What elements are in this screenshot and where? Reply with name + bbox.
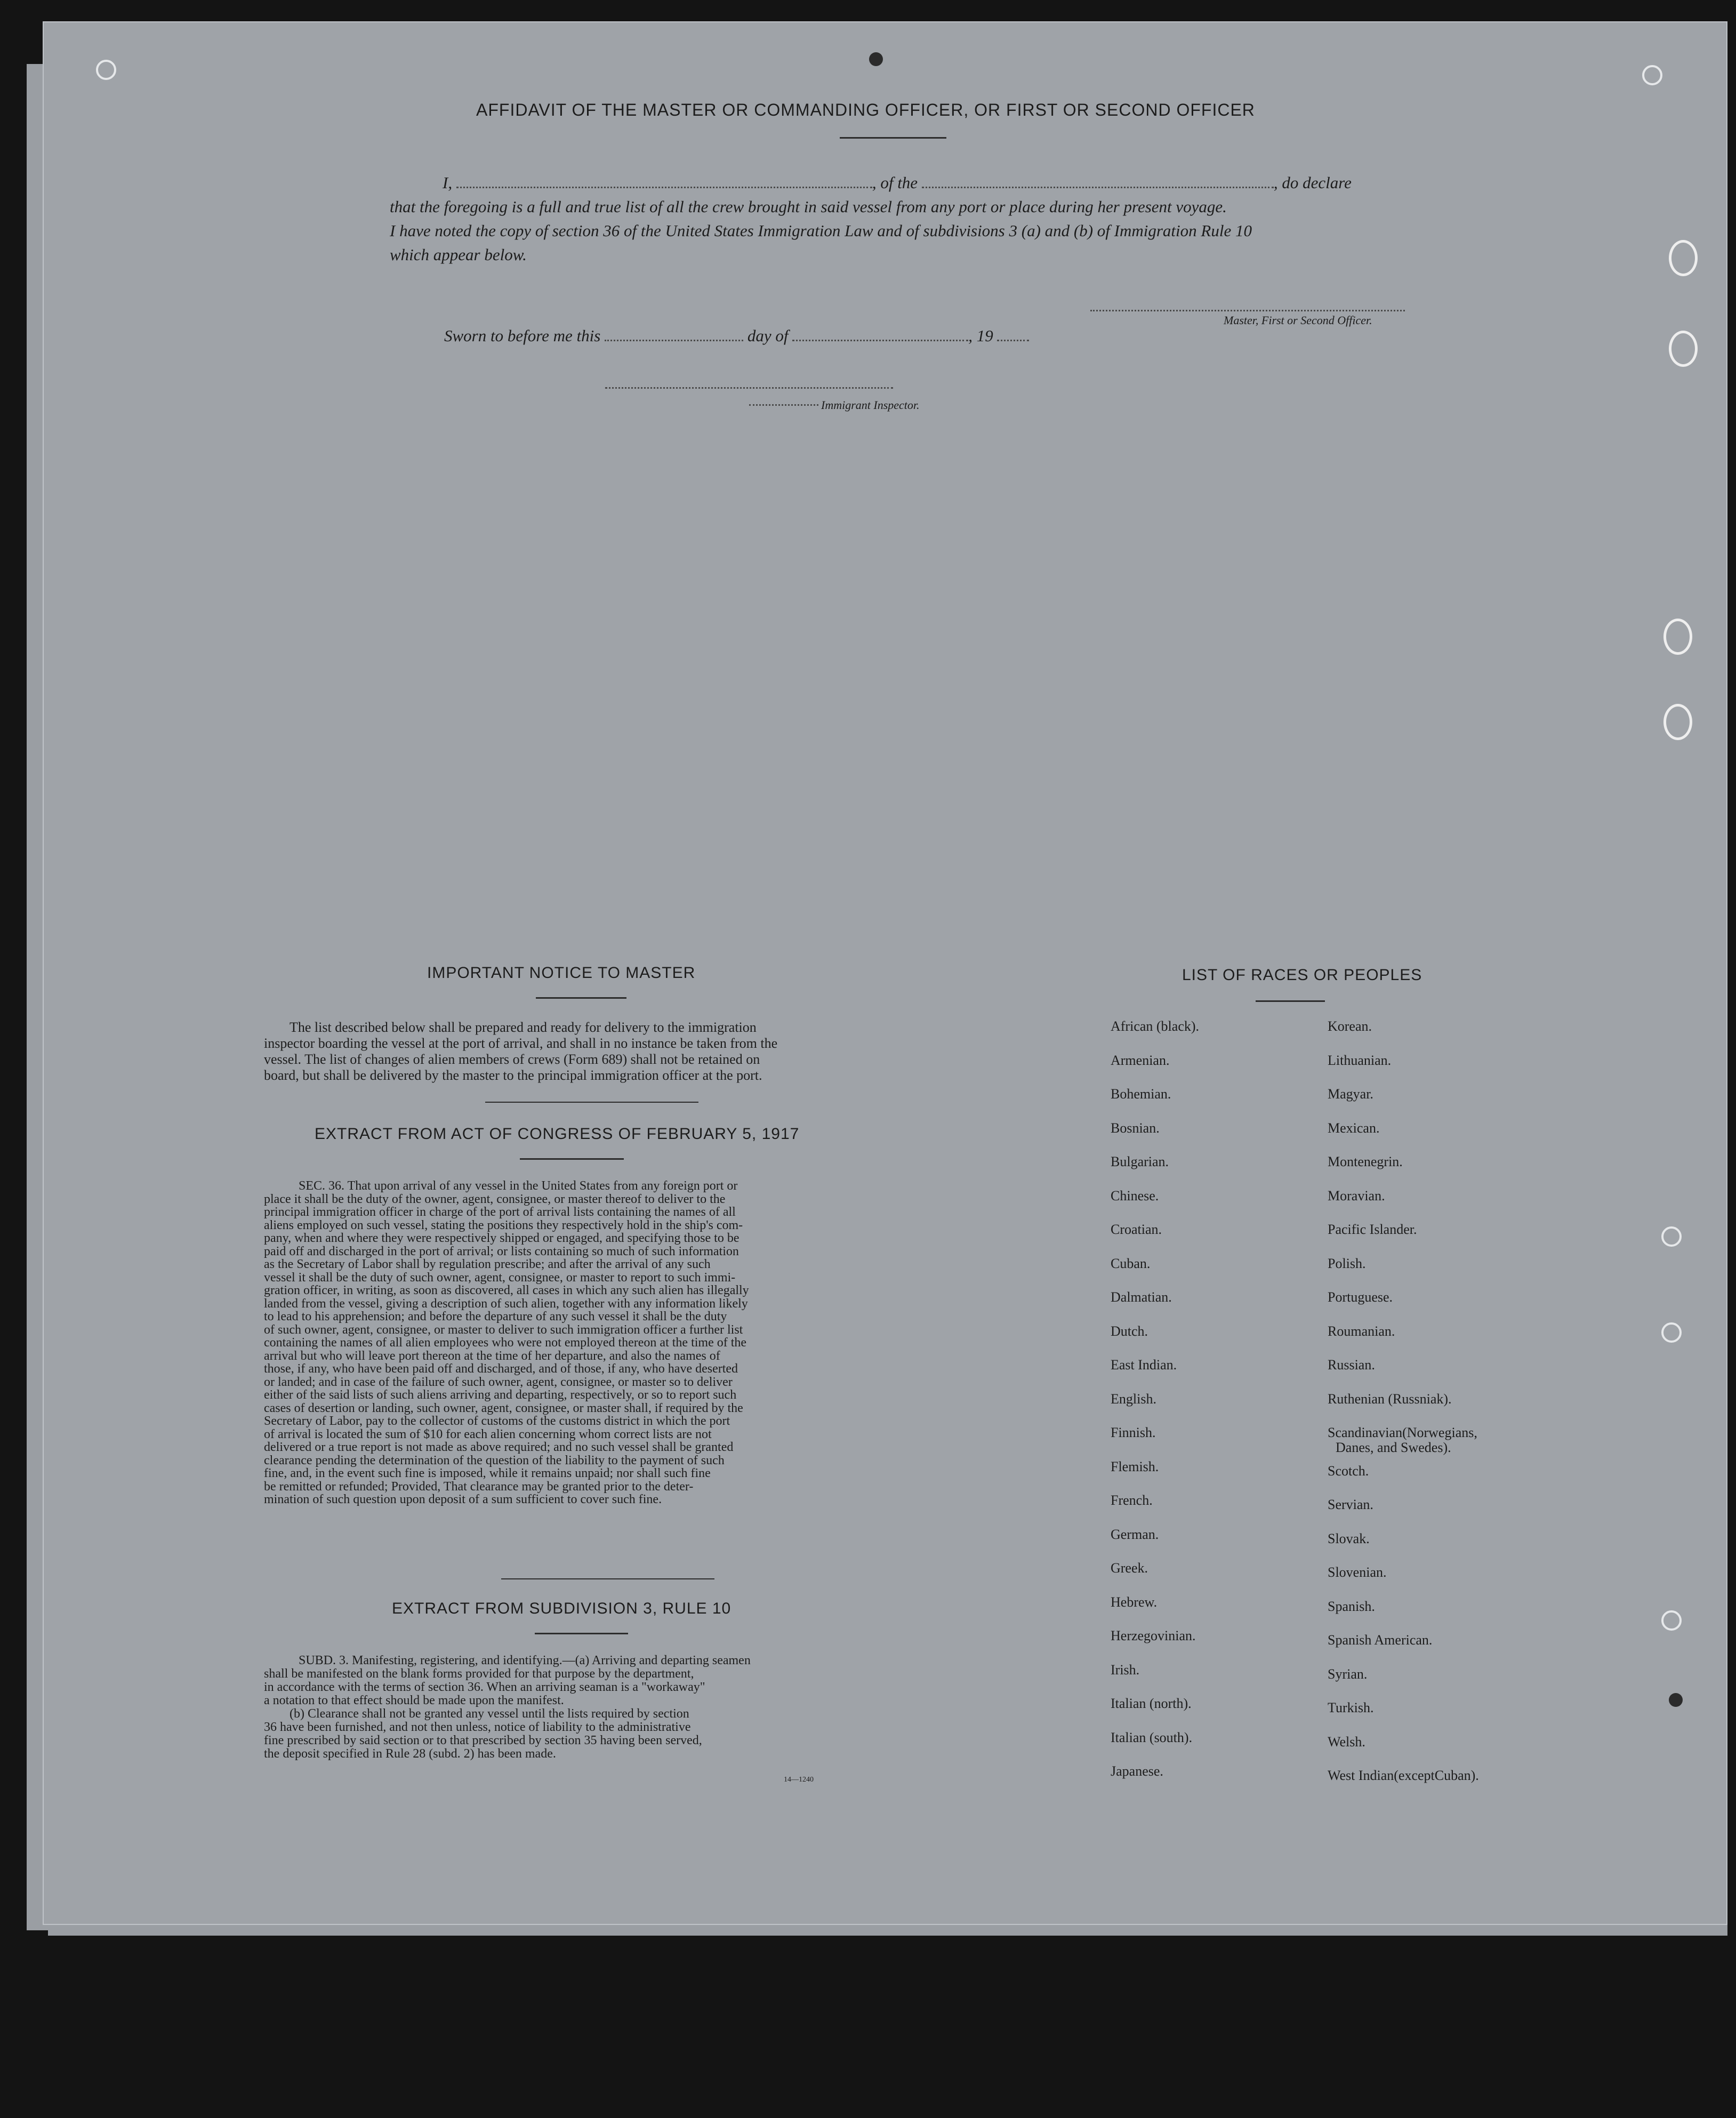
affidavit-title-rule	[840, 137, 946, 139]
affidavit-declaration-line3: I have noted the copy of section 36 of the United States Immigration Law and of subdivisions 3 (a) and (b) of Immigration Rule 10	[390, 221, 1252, 240]
rule-title: EXTRACT FROM SUBDIVISION 3, RULE 10	[392, 1600, 732, 1617]
act-line: arrival but who will leave port thereon at the time of her departure, and also the names of	[264, 1349, 720, 1363]
rule-line: (b) Clearance shall not be granted any vessel until the lists required by section	[290, 1707, 689, 1721]
race-item: Bohemian.	[1111, 1086, 1171, 1102]
act-line: SEC. 36. That upon arrival of any vessel in the United States from any foreign port or	[299, 1179, 738, 1193]
notice-title-rule	[536, 997, 626, 999]
act-line: of arrival is located the sum of $10 for each alien concerning whom correct lists are not	[264, 1427, 712, 1441]
sworn-day-of-text: day of	[747, 326, 789, 345]
punch-hole-top-right	[1642, 65, 1662, 85]
notice-divider	[485, 1102, 698, 1103]
rule-line: shall be manifested on the blank forms provided for that purpose by the department,	[264, 1667, 694, 1681]
sworn-month-field[interactable]	[792, 340, 968, 341]
rule-line: in accordance with the terms of section 36. When an arriving seaman is a "workaway"	[264, 1680, 705, 1694]
race-item: Bosnian.	[1111, 1120, 1160, 1136]
act-line: clearance pending the determination of the question of the liability to the payment of such	[264, 1453, 725, 1467]
act-text	[264, 1180, 914, 1506]
race-item: French.	[1111, 1493, 1153, 1508]
race-item: Montenegrin.	[1328, 1154, 1403, 1169]
act-line: mination of such question upon deposit of a sum sufficient to cover such fine.	[264, 1493, 662, 1506]
race-item: Ruthenian (Russniak).	[1328, 1391, 1452, 1407]
rule-line: a notation to that effect should be made upon the manifest.	[264, 1694, 564, 1707]
race-item: Spanish American.	[1328, 1632, 1433, 1648]
sworn-text: Sworn to before me this	[444, 326, 601, 345]
race-item: African (black).	[1111, 1018, 1200, 1034]
race-item: Scandinavian(Norwegians,	[1328, 1425, 1477, 1440]
race-item: Scotch.	[1328, 1463, 1369, 1479]
act-title-rule	[520, 1158, 624, 1160]
sworn-year-field[interactable]	[997, 340, 1029, 341]
binder-ring-4	[1663, 704, 1692, 740]
act-line: delivered or a true report is not made as above required; and no such vessel shall be granted	[264, 1440, 734, 1454]
affidavit-declaration-line1	[443, 173, 1352, 192]
race-item: Welsh.	[1328, 1734, 1365, 1750]
act-line: cases of desertion or landing, such owner, agent, consignee, or master shall, if required by the	[264, 1401, 743, 1415]
race-item: Dutch.	[1111, 1323, 1148, 1339]
master-signature-line[interactable]	[1090, 307, 1405, 311]
act-line: landed from the vessel, giving a description of such alien, together with any information likely	[264, 1296, 748, 1311]
race-item: Greek.	[1111, 1560, 1148, 1576]
race-item: Mexican.	[1328, 1120, 1380, 1136]
act-line: paid off and discharged in the port of arrival; or lists containing so much of such information	[264, 1244, 739, 1258]
race-item: Moravian.	[1328, 1188, 1385, 1204]
race-item: East Indian.	[1111, 1357, 1177, 1373]
act-line: principal immigration officer in charge of the port of arrival lists containing the names of all	[264, 1205, 736, 1219]
act-line: place it shall be the duty of the owner, agent, consignee, or master thereof to deliver to the	[264, 1192, 726, 1206]
act-line: or landed; and in case of the failure of such owner, agent, consignee, or master so to deliver	[264, 1375, 733, 1389]
notice-title: IMPORTANT NOTICE TO MASTER	[427, 964, 696, 982]
race-item: Servian.	[1328, 1497, 1373, 1512]
race-item: Portuguese.	[1328, 1289, 1393, 1305]
form-number: 14—1240	[784, 1776, 814, 1784]
affidavit-declaration-line4: which appear below.	[390, 245, 527, 264]
race-scandinavian-continuation: Danes, and Swedes).	[1336, 1440, 1451, 1455]
race-item: Slovenian.	[1328, 1565, 1387, 1580]
notice-line: inspector boarding the vessel at the port of arrival, and shall in no instance be taken from the	[264, 1036, 778, 1051]
race-item: Dalmatian.	[1111, 1289, 1172, 1305]
act-line: vessel it shall be the duty of such owner, agent, consignee, or master to report to such immi-	[264, 1270, 736, 1285]
affidavit-title: AFFIDAVIT OF THE MASTER OR COMMANDING OFFICER, OR FIRST OR SECOND OFFICER	[476, 100, 1255, 119]
act-line: containing the names of all alien employees who were not employed thereon at the time of the	[264, 1336, 747, 1350]
notice-line: vessel. The list of changes of alien members of crews (Form 689) shall not be retained on	[264, 1052, 760, 1067]
master-signature-label: Master, First or Second Officer.	[1224, 314, 1372, 327]
race-item: Magyar.	[1328, 1086, 1373, 1102]
notice-text	[264, 1020, 914, 1084]
sworn-line	[444, 326, 1029, 346]
punch-hole-right-2	[1661, 1322, 1682, 1343]
sworn-day-field[interactable]	[605, 340, 743, 341]
act-line: as the Secretary of Labor shall by regulation prescribe; and after the arrival of any such	[264, 1257, 711, 1271]
race-item: Croatian.	[1111, 1222, 1162, 1237]
act-line: either of the said lists of such aliens arriving and departing, respectively, or so to report such	[264, 1388, 737, 1402]
clip-right-lower	[1669, 1693, 1683, 1707]
act-line: be remitted or refunded; Provided, That clearance may be granted prior to the deter-	[264, 1479, 694, 1494]
race-item: Syrian.	[1328, 1666, 1368, 1682]
race-item: Roumanian.	[1328, 1323, 1395, 1339]
race-item: Bulgarian.	[1111, 1154, 1169, 1169]
affidavit-declaration-line2: that the foregoing is a full and true list of all the crew brought in said vessel from any port or place during her present voyage.	[390, 197, 1227, 216]
inspector-signature-line[interactable]	[605, 384, 893, 389]
race-item: Slovak.	[1328, 1531, 1370, 1546]
vessel-name-field[interactable]	[922, 187, 1274, 188]
act-line: aliens employed on such vessel, stating the positions they respectively hold in the ship's com-	[264, 1218, 743, 1232]
affidavit-text-declare: , do declare	[1273, 173, 1352, 192]
race-item: Herzegovinian.	[1111, 1628, 1196, 1643]
document-page	[43, 21, 1727, 1925]
affidavit-text-i: I,	[443, 173, 453, 192]
act-line: pany, when and where they were respectively shipped or engaged, and specifying those to be	[264, 1231, 740, 1245]
notice-line: board, but shall be delivered by the master to the principal immigration officer at the port.	[264, 1068, 762, 1083]
master-name-field[interactable]	[456, 187, 872, 188]
inspector-label-line	[749, 401, 818, 406]
race-item: Cuban.	[1111, 1256, 1151, 1271]
punch-hole-right-1	[1661, 1226, 1682, 1247]
race-item: Italian (south).	[1111, 1730, 1193, 1745]
rule-title-rule	[535, 1633, 628, 1634]
inspector-label: Immigrant Inspector.	[821, 398, 920, 412]
race-item: Russian.	[1328, 1357, 1375, 1373]
race-item: Korean.	[1328, 1018, 1372, 1034]
race-item: Finnish.	[1111, 1425, 1156, 1440]
act-line: to lead to his apprehension; and before the departure of any such vessel it shall be the duty	[264, 1310, 727, 1323]
race-item: Armenian.	[1111, 1053, 1170, 1068]
race-item: Polish.	[1328, 1256, 1366, 1271]
rule-line: SUBD. 3. Manifesting, registering, and identifying.—(a) Arriving and departing seamen	[299, 1654, 751, 1667]
race-item: German.	[1111, 1527, 1159, 1542]
clip-top-center	[869, 52, 883, 66]
punch-hole-top-left	[96, 60, 116, 80]
act-line: those, if any, who have been paid off and discharged, and of those, if any, who have deserted	[264, 1362, 738, 1376]
race-item: Chinese.	[1111, 1188, 1159, 1204]
rule-line: the deposit specified in Rule 28 (subd. 2) has been made.	[264, 1747, 556, 1761]
race-item: Flemish.	[1111, 1459, 1159, 1474]
race-item: Turkish.	[1328, 1700, 1374, 1715]
races-title: LIST OF RACES OR PEOPLES	[1182, 966, 1422, 984]
act-line: Secretary of Labor, pay to the collector of customs of the customs district in which the port	[264, 1414, 730, 1428]
rule-line: fine prescribed by said section or to that prescribed by section 35 having been served,	[264, 1734, 702, 1747]
act-line: fine, and, in the event such fine is imposed, while it remains unpaid; nor shall such fine	[264, 1466, 711, 1480]
act-title: EXTRACT FROM ACT OF CONGRESS OF FEBRUARY 5, 1917	[315, 1125, 800, 1143]
binder-ring-2	[1669, 331, 1698, 367]
race-item: Hebrew.	[1111, 1594, 1158, 1610]
race-item: West Indian(exceptCuban).	[1328, 1768, 1479, 1783]
rule-text	[264, 1654, 914, 1761]
race-item: Lithuanian.	[1328, 1053, 1392, 1068]
races-title-rule	[1256, 1000, 1325, 1002]
race-item: English.	[1111, 1391, 1156, 1407]
race-item: Japanese.	[1111, 1763, 1163, 1779]
punch-hole-right-3	[1661, 1610, 1682, 1631]
binder-ring-3	[1663, 619, 1692, 655]
sworn-year-text: , 19	[968, 326, 993, 345]
affidavit-text-of-the: , of the	[872, 173, 918, 192]
act-divider	[501, 1578, 714, 1579]
race-item: Italian (north).	[1111, 1696, 1192, 1711]
binder-ring-1	[1669, 240, 1698, 276]
notice-line: The list described below shall be prepared and ready for delivery to the immigration	[290, 1020, 757, 1035]
race-item: Spanish.	[1328, 1599, 1375, 1614]
race-item: Pacific Islander.	[1328, 1222, 1417, 1237]
act-line: gration officer, in writing, as soon as discovered, all cases in which any such alien has illegally	[264, 1283, 749, 1297]
act-line: of such owner, agent, consignee, or master to deliver to such immigration officer a further list	[264, 1322, 743, 1337]
race-item: Irish.	[1111, 1662, 1140, 1678]
rule-line: 36 have been furnished, and not then unless, notice of liability to the administrative	[264, 1720, 691, 1734]
